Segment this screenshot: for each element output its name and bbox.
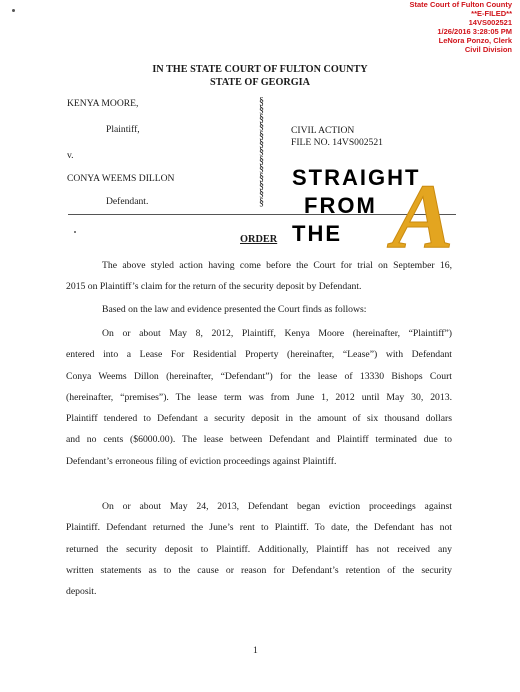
- paragraph-1: [66, 255, 452, 298]
- paragraph-line: The above styled action having come before the Court for trial on September 16,: [102, 260, 452, 271]
- paragraph-3: [66, 323, 452, 472]
- section-mark: §: [259, 171, 264, 183]
- efiling-stamp: [410, 0, 512, 54]
- section-mark: §: [259, 104, 264, 116]
- watermark-line1: STRAIGHT: [292, 165, 421, 190]
- watermark-line2: FROM: [304, 193, 377, 218]
- section-mark: §: [259, 138, 264, 150]
- section-mark: §: [259, 112, 264, 124]
- paragraph-line: written statements as to the cause or reason for Defendant’s retention of the security: [66, 564, 452, 576]
- paragraph-line: Based on the law and evidence presented the Court finds as follows:: [102, 304, 367, 315]
- plaintiff-role: Plaintiff,: [106, 124, 140, 135]
- paragraph-line: Plaintiff. Defendant returned the June’s rent to Plaintiff. To date, the Defendant has not: [66, 522, 452, 534]
- stamp-division: Civil Division: [464, 45, 512, 54]
- stamp-case-number: 14VS002521: [468, 18, 512, 27]
- paragraph-line: On or about May 8, 2012, Plaintiff, Kenya Moore (hereinafter, “Plaintiff”): [102, 328, 452, 339]
- stamp-clerk: LeNora Ponzo, Clerk: [438, 36, 512, 45]
- section-mark: §: [259, 188, 264, 200]
- section-mark: §: [259, 121, 264, 133]
- page-number: 1: [253, 645, 258, 656]
- paragraph-line: Plaintiff tendered to Defendant a security deposit in the amount of six thousand dollars: [66, 413, 452, 425]
- order-title: ORDER: [240, 234, 278, 245]
- paragraph-line: (hereinafter, “premises”). The lease term was from June 1, 2012 until May 30, 2013.: [66, 391, 452, 403]
- court-heading: IN THE STATE COURT OF FULTON COUNTY: [152, 64, 368, 75]
- paragraph-line: Conya Weems Dillon (hereinafter, “Defendant”) for the lease of 13330 Bishops Court: [66, 370, 452, 382]
- watermark-line3: THE: [292, 221, 342, 246]
- section-mark: §: [259, 180, 264, 192]
- paragraph-line: entered into a Lease For Residential Property (hereinafter, “Lease”) with Defendant: [66, 349, 452, 361]
- paragraph-line: 2015 on Plaintiff’s claim for the return of the security deposit by Defendant.: [66, 281, 362, 293]
- paragraph-line: deposit.: [66, 586, 97, 598]
- paragraph-line: Defendant’s erroneous filing of eviction proceedings against Plaintiff.: [66, 455, 337, 467]
- watermark-letter: A: [392, 165, 454, 255]
- paragraph-2: [66, 299, 452, 320]
- straight-from-the-a-watermark: [292, 165, 492, 260]
- section-mark: §: [259, 154, 264, 166]
- paragraph-4: [66, 496, 452, 602]
- paragraph-line: returned the security deposit to Plaintiff. Additionally, Plaintiff has not received any: [66, 543, 452, 555]
- court-state: STATE OF GEORGIA: [209, 77, 310, 88]
- section-mark: §: [259, 163, 264, 175]
- section-mark: §: [259, 196, 264, 208]
- paragraph-line: On or about May 24, 2013, Defendant began eviction proceedings against: [102, 501, 452, 512]
- versus: v.: [67, 150, 74, 161]
- watermark-logo: [292, 165, 492, 255]
- paragraph-line: and no cents ($6000.00). The lease between Defendant and Plaintiff terminated due to: [66, 434, 452, 446]
- stamp-datetime: 1/26/2016 3:28:05 PM: [437, 27, 512, 36]
- stamp-efiled: **E-FILED**: [471, 9, 512, 18]
- section-mark: §: [259, 96, 264, 107]
- section-mark: §: [259, 146, 264, 158]
- defendant-role: Defendant.: [106, 196, 149, 207]
- section-marks-column: [259, 98, 264, 207]
- civil-action-label: CIVIL ACTION: [291, 125, 355, 136]
- scan-speck: [12, 9, 15, 12]
- file-number: FILE NO. 14VS002521: [291, 137, 383, 148]
- scan-speck: [74, 231, 76, 233]
- stamp-court: State Court of Fulton County: [409, 0, 512, 9]
- defendant-name: CONYA WEEMS DILLON: [67, 173, 175, 184]
- plaintiff-name: KENYA MOORE,: [67, 98, 139, 109]
- section-mark: §: [259, 129, 264, 141]
